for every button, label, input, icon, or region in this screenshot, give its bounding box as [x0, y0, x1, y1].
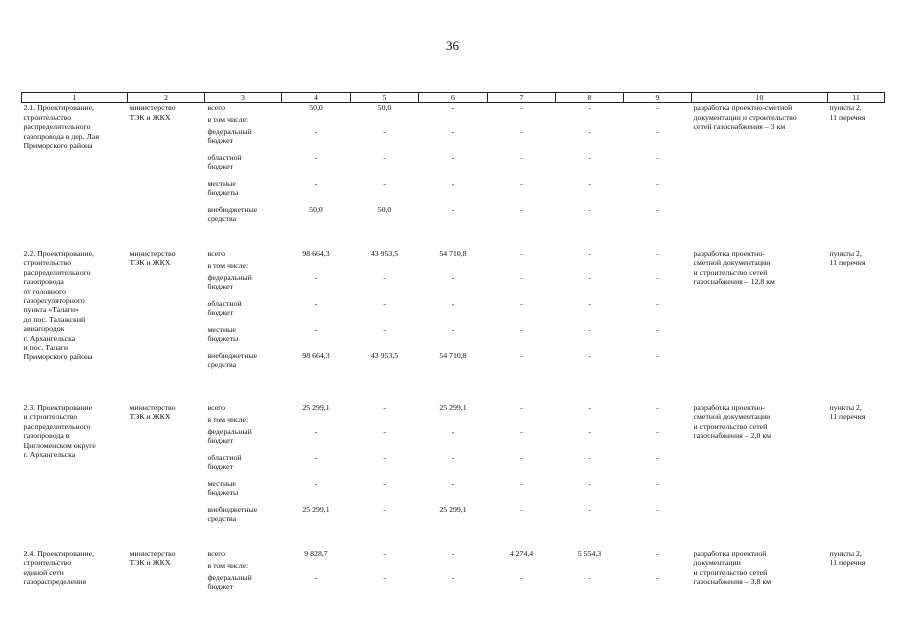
- funding-value: [488, 115, 556, 127]
- funding-source: в том числе:: [207, 114, 249, 124]
- funding-value: -: [656, 478, 659, 488]
- page-number: 36: [446, 38, 459, 53]
- funding-value: 50,0: [377, 204, 392, 214]
- funding-value: -: [588, 178, 591, 188]
- funding-value: -: [520, 426, 523, 436]
- funding-value: -: [656, 204, 659, 214]
- column-number-row: [22, 93, 885, 103]
- funding-value: -: [520, 272, 523, 282]
- col-header: 5: [351, 93, 419, 103]
- funding-value: -: [656, 324, 659, 334]
- funding-value: 50,0: [309, 204, 323, 214]
- expected-result: разработка проектно- сметной документации и строительство сетей газоснабжения – 12,8 км: [693, 248, 775, 287]
- funding-source: в том числе:: [207, 560, 249, 570]
- funding-value: -: [383, 452, 386, 462]
- funding-value: -: [451, 126, 455, 136]
- funding-source: в том числе:: [207, 260, 249, 270]
- list-points: пункты 2, 11 перечня: [829, 103, 866, 122]
- funding-value: -: [451, 152, 455, 162]
- funding-value: -: [314, 478, 318, 488]
- funding-value: -: [588, 204, 591, 214]
- funding-value: -: [520, 103, 523, 113]
- funding-value: -: [656, 103, 659, 113]
- funding-source: всего: [207, 248, 226, 258]
- funding-value: -: [588, 402, 591, 412]
- funding-value: -: [656, 572, 659, 582]
- funding-value: -: [588, 298, 591, 308]
- funding-value: [419, 261, 488, 273]
- spacer-cell: [22, 531, 885, 549]
- funding-value: [282, 115, 351, 127]
- funding-value: -: [314, 572, 318, 582]
- funding-source: внебюджетные средства: [207, 504, 258, 524]
- funding-value: [556, 561, 624, 573]
- funding-value: [351, 261, 419, 273]
- funding-value: -: [656, 452, 659, 462]
- col-header: 1: [22, 93, 128, 103]
- funding-value: 54 710,8: [439, 248, 467, 258]
- funding-value: -: [520, 324, 523, 334]
- funding-value: -: [588, 452, 591, 462]
- funding-value: -: [383, 272, 386, 282]
- funding-value: -: [588, 272, 591, 282]
- funding-value: [488, 261, 556, 273]
- table-row: [22, 103, 885, 115]
- table-row: [22, 549, 885, 561]
- funding-value: -: [656, 272, 659, 282]
- funding-value: -: [314, 452, 318, 462]
- funding-value: [282, 561, 351, 573]
- col-header: 6: [419, 93, 488, 103]
- funding-value: -: [588, 478, 591, 488]
- funding-value: -: [451, 204, 455, 214]
- funding-value: 25 299,1: [302, 402, 330, 412]
- funding-value: [556, 261, 624, 273]
- funding-value: -: [520, 452, 523, 462]
- funding-value: -: [451, 452, 455, 462]
- funding-value: [488, 561, 556, 573]
- funding-value: -: [383, 324, 386, 334]
- funding-value: -: [656, 504, 659, 514]
- col-header: 2: [128, 93, 205, 103]
- funding-value: -: [656, 126, 659, 136]
- funding-value: -: [383, 504, 386, 514]
- funding-value: 25 299,1: [439, 504, 467, 514]
- funding-value: -: [314, 426, 318, 436]
- funding-value: -: [451, 103, 455, 113]
- funding-source: федеральный бюджет: [207, 126, 252, 146]
- funding-value: -: [588, 152, 591, 162]
- funding-source: всего: [207, 548, 226, 558]
- funding-value: 54 710,8: [439, 350, 467, 360]
- funding-value: [488, 415, 556, 427]
- funding-source: областной бюджет: [207, 298, 242, 318]
- funding-value: 98 664,3: [302, 350, 330, 360]
- funding-value: -: [314, 152, 318, 162]
- funding-value: -: [588, 103, 591, 113]
- funding-value: -: [383, 478, 386, 488]
- funding-value: -: [588, 350, 591, 360]
- funding-value: 5 554,3: [577, 548, 602, 558]
- spacer-cell: [22, 231, 885, 249]
- funding-source: федеральный бюджет: [207, 426, 252, 446]
- funding-value: 50,0: [377, 103, 392, 113]
- funding-value: -: [588, 572, 591, 582]
- funding-value: -: [383, 152, 386, 162]
- funding-value: -: [520, 126, 523, 136]
- funding-value: -: [656, 248, 659, 258]
- event-name: 2.3. Проектирование и строительство распределительного газопровода в Цигломенском округе г. Архангельска: [23, 402, 96, 459]
- funding-source: всего: [207, 402, 226, 412]
- event-name: 2.4. Проектирование, строительство единой сети газораспределения: [23, 548, 94, 587]
- funding-source: федеральный бюджет: [207, 572, 252, 592]
- funding-source: местные бюджеты: [207, 178, 239, 198]
- event-name: 2.1. Проектирование, строительство распределительного газопровода в дер. Лая Приморского района: [23, 103, 99, 151]
- funding-value: -: [520, 298, 523, 308]
- funding-value: -: [656, 548, 659, 558]
- spacer-row: [22, 231, 885, 249]
- funding-value: -: [314, 324, 318, 334]
- funding-value: [351, 115, 419, 127]
- funding-value: 25 299,1: [302, 504, 330, 514]
- list-points: пункты 2, 11 перечня: [829, 402, 866, 422]
- funding-value: [556, 115, 624, 127]
- funding-value: -: [520, 478, 523, 488]
- funding-value: -: [383, 548, 386, 558]
- funding-value: -: [314, 298, 318, 308]
- funding-source: в том числе:: [207, 414, 249, 424]
- funding-value: -: [383, 402, 386, 412]
- funding-source: областной бюджет: [207, 452, 242, 472]
- funding-value: 9 828,7: [304, 548, 328, 558]
- funding-source: внебюджетные средства: [207, 350, 258, 370]
- funding-value: [419, 561, 488, 573]
- funding-source: всего: [207, 103, 226, 113]
- funding-value: -: [451, 572, 455, 582]
- funding-value: -: [656, 402, 659, 412]
- funding-value: -: [383, 572, 386, 582]
- col-header: 4: [282, 93, 351, 103]
- funding-value: -: [520, 178, 523, 188]
- responsible-executor: министерство ТЭК и ЖКХ: [129, 548, 176, 568]
- funding-value: -: [520, 572, 523, 582]
- funding-value: [351, 561, 419, 573]
- funding-value: -: [520, 402, 523, 412]
- spacer-cell: [22, 385, 885, 403]
- responsible-executor: министерство ТЭК и ЖКХ: [129, 103, 176, 122]
- col-header: 10: [692, 93, 828, 103]
- funding-value: -: [588, 504, 591, 514]
- funding-value: -: [656, 178, 659, 188]
- funding-value: -: [451, 178, 455, 188]
- col-header: 8: [556, 93, 624, 103]
- funding-value: -: [383, 426, 386, 436]
- funding-value: -: [451, 548, 455, 558]
- funding-value: [419, 415, 488, 427]
- funding-value: 50,0: [309, 103, 323, 113]
- funding-value: 43 953,5: [370, 350, 399, 360]
- list-points: пункты 2, 11 перечня: [829, 548, 866, 568]
- funding-value: -: [588, 426, 591, 436]
- funding-value: -: [520, 350, 523, 360]
- funding-value: -: [451, 426, 455, 436]
- funding-value: -: [451, 478, 455, 488]
- responsible-executor: министерство ТЭК и ЖКХ: [129, 402, 176, 422]
- funding-source: федеральный бюджет: [207, 272, 252, 292]
- funding-value: -: [314, 272, 318, 282]
- funding-value: 43 953,5: [370, 248, 399, 258]
- col-header: 7: [488, 93, 556, 103]
- funding-value: -: [451, 298, 455, 308]
- funding-value: [624, 115, 692, 127]
- funding-value: -: [588, 126, 591, 136]
- funding-value: -: [520, 204, 523, 214]
- funding-value: [282, 415, 351, 427]
- table-body: [22, 103, 885, 599]
- responsible-executor: министерство ТЭК и ЖКХ: [129, 248, 176, 268]
- table-row: [22, 403, 885, 415]
- funding-value: -: [656, 152, 659, 162]
- funding-value: 98 664,3: [302, 248, 330, 258]
- funding-source: местные бюджеты: [207, 478, 239, 498]
- funding-value: -: [520, 152, 523, 162]
- funding-value: -: [383, 178, 386, 188]
- funding-value: [351, 415, 419, 427]
- col-header: 11: [828, 93, 885, 103]
- funding-value: -: [588, 324, 591, 334]
- funding-value: [556, 415, 624, 427]
- expected-result: разработка проектно- сметной документации и строительство сетей газоснабжения – 2,0 км: [693, 402, 772, 441]
- event-name: 2.2. Проектирование, строительство распределительного газопровода от головного газорегуляторного пункта «Талаги» до пос. Талажский авиагородок г. Архангельска и пос. Талаги Приморского района: [23, 248, 94, 362]
- list-points: пункты 2, 11 перечня: [829, 248, 866, 268]
- funding-value: 25 299,1: [439, 402, 467, 412]
- funding-value: -: [656, 350, 659, 360]
- funding-value: -: [314, 178, 318, 188]
- funding-value: -: [314, 126, 318, 136]
- funding-value: [624, 415, 692, 427]
- funding-source: местные бюджеты: [207, 324, 239, 344]
- budget-table: [21, 92, 885, 599]
- funding-value: -: [656, 426, 659, 436]
- expected-result: разработка проектно-сметной документации и строительство сетей газоснабжения – 3 км: [693, 103, 797, 132]
- funding-value: -: [520, 504, 523, 514]
- funding-value: -: [383, 126, 386, 136]
- col-header: 3: [205, 93, 282, 103]
- funding-value: [624, 561, 692, 573]
- funding-value: -: [451, 324, 455, 334]
- spacer-row: [22, 385, 885, 403]
- funding-value: -: [383, 298, 386, 308]
- funding-value: [282, 261, 351, 273]
- spacer-row: [22, 531, 885, 549]
- funding-value: -: [520, 248, 523, 258]
- funding-value: 4 274,4: [509, 548, 534, 558]
- funding-source: областной бюджет: [207, 152, 242, 172]
- expected-result: разработка проектной документации и строительство сетей газоснабжения – 3,8 км: [693, 548, 772, 587]
- funding-value: -: [656, 298, 659, 308]
- col-header: 9: [624, 93, 692, 103]
- funding-value: -: [451, 272, 455, 282]
- funding-value: [624, 261, 692, 273]
- funding-source: внебюджетные средства: [207, 204, 258, 224]
- funding-value: [419, 115, 488, 127]
- table-row: [22, 249, 885, 261]
- funding-value: -: [588, 248, 591, 258]
